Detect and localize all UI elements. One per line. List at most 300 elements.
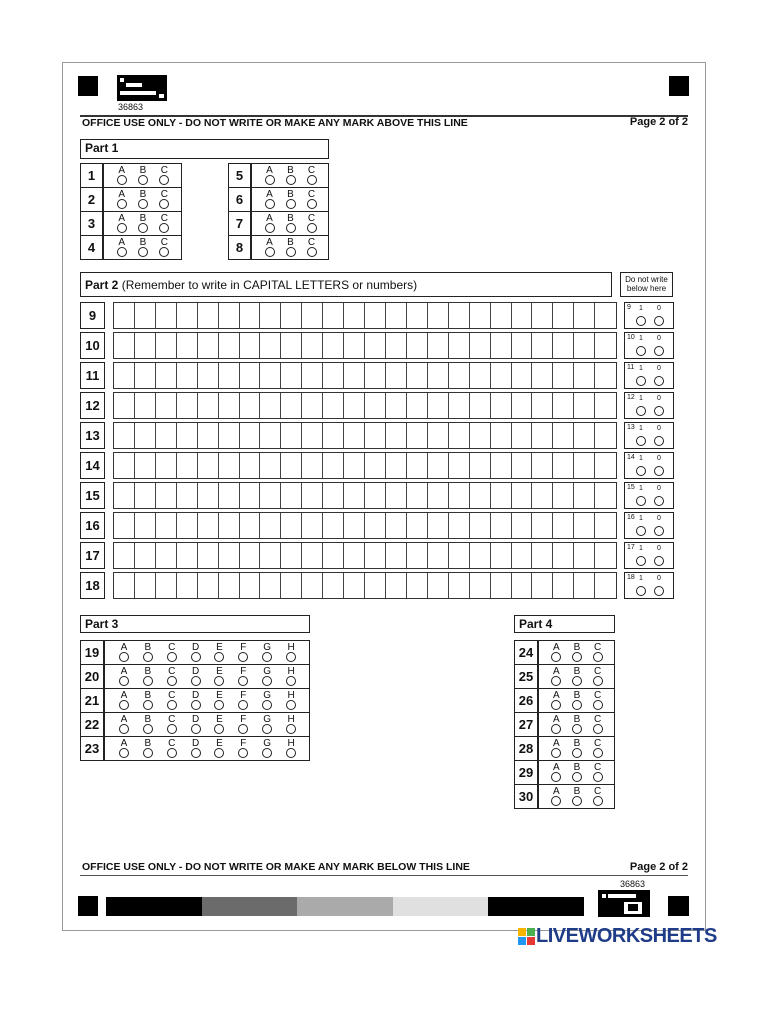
answer-bubble[interactable] [593,652,603,662]
answer-option-c[interactable] [590,787,606,806]
answer-bubble[interactable] [159,223,169,233]
answer-bubble[interactable] [167,724,177,734]
answer-bubble[interactable] [159,199,169,209]
letter-box[interactable] [553,303,574,328]
letter-box[interactable] [532,423,553,448]
letter-box[interactable] [156,453,177,478]
answer-option-c[interactable] [156,238,172,257]
letter-box[interactable] [595,303,616,328]
score-option-1[interactable] [633,574,649,596]
answer-bubble[interactable] [214,652,224,662]
answer-option-b[interactable] [135,190,151,209]
letter-box[interactable] [177,333,198,358]
letter-box[interactable] [260,303,281,328]
letter-box[interactable] [491,393,512,418]
letter-box[interactable] [302,393,323,418]
letter-box[interactable] [114,453,135,478]
answer-option-c[interactable] [156,214,172,233]
letter-box[interactable] [512,423,533,448]
letter-box[interactable] [386,453,407,478]
letter-box[interactable] [470,573,491,598]
answer-bubble[interactable] [572,748,582,758]
letter-box[interactable] [219,303,240,328]
answer-bubble[interactable] [265,247,275,257]
answer-option-a[interactable] [116,715,132,734]
letter-box[interactable] [281,453,302,478]
answer-bubble[interactable] [214,700,224,710]
letter-box[interactable] [428,393,449,418]
letter-box[interactable] [219,363,240,388]
letter-box[interactable] [428,483,449,508]
letter-box[interactable] [470,333,491,358]
letter-box[interactable] [553,423,574,448]
letter-box[interactable] [449,483,470,508]
answer-option-a[interactable] [262,190,278,209]
answer-option-c[interactable] [590,739,606,758]
letter-box[interactable] [365,483,386,508]
answer-bubble[interactable] [262,676,272,686]
answer-option-b[interactable] [569,787,585,806]
letter-box[interactable] [177,393,198,418]
answer-option-a[interactable] [262,214,278,233]
answer-option-d[interactable] [188,739,204,758]
score-bubble[interactable] [654,436,664,446]
answer-option-a[interactable] [114,166,130,185]
answer-bubble[interactable] [262,748,272,758]
score-option-0[interactable] [651,484,667,506]
letter-box[interactable] [470,543,491,568]
letter-box[interactable] [512,393,533,418]
letter-box[interactable] [595,513,616,538]
answer-bubble[interactable] [572,724,582,734]
answer-bubble[interactable] [143,748,153,758]
answer-bubble[interactable] [167,676,177,686]
letter-box[interactable] [323,333,344,358]
letter-box[interactable] [198,303,219,328]
letter-box[interactable] [470,513,491,538]
letter-box[interactable] [198,423,219,448]
answer-option-c[interactable] [590,691,606,710]
answer-option-e[interactable] [211,715,227,734]
letter-box[interactable] [198,393,219,418]
answer-bubble[interactable] [551,796,561,806]
answer-option-b[interactable] [140,643,156,662]
letter-box[interactable] [470,453,491,478]
answer-bubble[interactable] [214,676,224,686]
score-bubble[interactable] [654,316,664,326]
letter-box[interactable] [449,363,470,388]
letter-box[interactable] [302,333,323,358]
score-bubble[interactable] [636,436,646,446]
score-option-1[interactable] [633,544,649,566]
answer-bubble[interactable] [238,652,248,662]
letter-box[interactable] [491,483,512,508]
letter-box[interactable] [574,573,595,598]
letter-box[interactable] [323,513,344,538]
letter-box[interactable] [281,363,302,388]
letter-box[interactable] [428,543,449,568]
answer-bubble[interactable] [138,199,148,209]
letter-box[interactable] [532,543,553,568]
letter-box[interactable] [281,543,302,568]
letter-box[interactable] [260,423,281,448]
answer-option-c[interactable] [156,190,172,209]
letter-box[interactable] [365,543,386,568]
answer-option-a[interactable] [548,739,564,758]
answer-option-c[interactable] [304,190,320,209]
answer-option-h[interactable] [283,667,299,686]
letter-box[interactable] [553,333,574,358]
answer-option-a[interactable] [116,739,132,758]
letter-box[interactable] [365,363,386,388]
answer-bubble[interactable] [138,247,148,257]
answer-option-b[interactable] [140,667,156,686]
letter-box[interactable] [428,573,449,598]
answer-bubble[interactable] [286,748,296,758]
answer-option-a[interactable] [548,787,564,806]
letter-box[interactable] [344,573,365,598]
letter-box[interactable] [240,573,261,598]
answer-bubble[interactable] [307,199,317,209]
letter-box[interactable] [407,333,428,358]
answer-bubble[interactable] [286,724,296,734]
letter-box[interactable] [553,543,574,568]
letter-box[interactable] [386,423,407,448]
score-option-1[interactable] [633,364,649,386]
answer-bubble[interactable] [238,700,248,710]
letter-box[interactable] [344,483,365,508]
letter-box[interactable] [491,543,512,568]
letter-box[interactable] [428,363,449,388]
letter-box[interactable] [365,573,386,598]
answer-option-d[interactable] [188,715,204,734]
letter-box[interactable] [512,333,533,358]
answer-bubble[interactable] [143,724,153,734]
letter-box[interactable] [135,573,156,598]
letter-box[interactable] [240,333,261,358]
answer-option-e[interactable] [211,667,227,686]
answer-option-a[interactable] [116,667,132,686]
answer-bubble[interactable] [119,652,129,662]
answer-option-c[interactable] [590,715,606,734]
answer-option-f[interactable] [235,739,251,758]
letter-box[interactable] [135,483,156,508]
answer-option-b[interactable] [569,691,585,710]
answer-bubble[interactable] [572,676,582,686]
letter-box[interactable] [135,453,156,478]
answer-bubble[interactable] [551,700,561,710]
answer-bubble[interactable] [159,247,169,257]
letter-box[interactable] [323,363,344,388]
answer-bubble[interactable] [167,748,177,758]
letter-box[interactable] [177,513,198,538]
score-option-1[interactable] [633,514,649,536]
letter-box[interactable] [532,573,553,598]
letter-box[interactable] [281,423,302,448]
letter-box[interactable] [198,543,219,568]
answer-bubble[interactable] [119,724,129,734]
answer-bubble[interactable] [551,724,561,734]
letter-box[interactable] [302,423,323,448]
letter-box[interactable] [156,483,177,508]
letter-box[interactable] [219,573,240,598]
letter-box[interactable] [219,393,240,418]
letter-box[interactable] [281,483,302,508]
letter-box[interactable] [470,423,491,448]
letter-box[interactable] [323,573,344,598]
letter-box[interactable] [156,333,177,358]
answer-bubble[interactable] [159,175,169,185]
answer-option-e[interactable] [211,643,227,662]
answer-option-a[interactable] [116,643,132,662]
letter-box[interactable] [470,303,491,328]
letter-box[interactable] [219,423,240,448]
letter-box[interactable] [553,573,574,598]
answer-option-c[interactable] [164,667,180,686]
answer-option-b[interactable] [569,643,585,662]
answer-bubble[interactable] [191,676,201,686]
letter-box[interactable] [449,513,470,538]
letter-box[interactable] [177,543,198,568]
score-bubble[interactable] [654,526,664,536]
letter-box[interactable] [156,513,177,538]
score-bubble[interactable] [654,496,664,506]
answer-option-g[interactable] [259,739,275,758]
answer-bubble[interactable] [286,247,296,257]
letter-box[interactable] [512,483,533,508]
answer-bubble[interactable] [593,700,603,710]
letter-box[interactable] [344,393,365,418]
letter-box[interactable] [428,513,449,538]
score-option-0[interactable] [651,424,667,446]
letter-box[interactable] [135,333,156,358]
answer-option-c[interactable] [590,643,606,662]
answer-option-e[interactable] [211,739,227,758]
letter-box[interactable] [386,393,407,418]
letter-box[interactable] [574,453,595,478]
letter-box[interactable] [177,573,198,598]
letter-box[interactable] [260,333,281,358]
answer-bubble[interactable] [286,700,296,710]
letter-box[interactable] [449,333,470,358]
score-bubble[interactable] [636,316,646,326]
answer-bubble[interactable] [265,199,275,209]
letter-box[interactable] [135,363,156,388]
letter-box[interactable] [595,483,616,508]
letter-box[interactable] [595,393,616,418]
answer-bubble[interactable] [143,700,153,710]
letter-box[interactable] [470,393,491,418]
answer-option-f[interactable] [235,691,251,710]
letter-box[interactable] [553,363,574,388]
answer-bubble[interactable] [167,652,177,662]
letter-box[interactable] [512,363,533,388]
score-option-1[interactable] [633,484,649,506]
answer-bubble[interactable] [593,748,603,758]
letter-box[interactable] [344,303,365,328]
answer-bubble[interactable] [138,175,148,185]
answer-bubble[interactable] [117,223,127,233]
answer-bubble[interactable] [138,223,148,233]
letter-box[interactable] [323,543,344,568]
letter-box[interactable] [281,333,302,358]
letter-box[interactable] [156,543,177,568]
answer-bubble[interactable] [286,652,296,662]
answer-option-c[interactable] [164,643,180,662]
letter-box[interactable] [574,333,595,358]
letter-box[interactable] [344,543,365,568]
answer-letter-boxes[interactable] [113,332,617,359]
letter-box[interactable] [553,513,574,538]
letter-box[interactable] [302,513,323,538]
letter-box[interactable] [365,333,386,358]
score-option-0[interactable] [651,334,667,356]
answer-option-c[interactable] [304,238,320,257]
letter-box[interactable] [302,573,323,598]
letter-box[interactable] [407,483,428,508]
answer-option-c[interactable] [590,763,606,782]
answer-option-h[interactable] [283,643,299,662]
letter-box[interactable] [240,303,261,328]
letter-box[interactable] [532,363,553,388]
letter-box[interactable] [281,573,302,598]
letter-box[interactable] [177,423,198,448]
score-option-1[interactable] [633,424,649,446]
answer-letter-boxes[interactable] [113,572,617,599]
letter-box[interactable] [407,573,428,598]
answer-bubble[interactable] [551,748,561,758]
letter-box[interactable] [491,453,512,478]
letter-box[interactable] [302,543,323,568]
letter-box[interactable] [323,393,344,418]
answer-option-b[interactable] [283,214,299,233]
letter-box[interactable] [407,393,428,418]
answer-option-b[interactable] [135,166,151,185]
answer-bubble[interactable] [572,700,582,710]
answer-option-c[interactable] [164,691,180,710]
letter-box[interactable] [114,573,135,598]
answer-bubble[interactable] [286,676,296,686]
letter-box[interactable] [386,303,407,328]
letter-box[interactable] [260,513,281,538]
letter-box[interactable] [595,543,616,568]
letter-box[interactable] [428,453,449,478]
letter-box[interactable] [407,423,428,448]
score-option-0[interactable] [651,364,667,386]
answer-letter-boxes[interactable] [113,512,617,539]
score-bubble[interactable] [654,406,664,416]
letter-box[interactable] [532,513,553,538]
answer-bubble[interactable] [167,700,177,710]
letter-box[interactable] [240,393,261,418]
letter-box[interactable] [407,543,428,568]
answer-option-g[interactable] [259,715,275,734]
letter-box[interactable] [198,573,219,598]
letter-box[interactable] [553,453,574,478]
answer-letter-boxes[interactable] [113,392,617,419]
letter-box[interactable] [449,423,470,448]
letter-box[interactable] [386,483,407,508]
answer-option-b[interactable] [569,667,585,686]
answer-bubble[interactable] [307,223,317,233]
answer-option-h[interactable] [283,691,299,710]
letter-box[interactable] [156,393,177,418]
answer-option-b[interactable] [569,739,585,758]
letter-box[interactable] [114,303,135,328]
answer-bubble[interactable] [238,724,248,734]
answer-bubble[interactable] [551,652,561,662]
answer-bubble[interactable] [262,700,272,710]
score-option-1[interactable] [633,394,649,416]
letter-box[interactable] [198,513,219,538]
letter-box[interactable] [219,483,240,508]
score-option-0[interactable] [651,544,667,566]
score-option-0[interactable] [651,574,667,596]
letter-box[interactable] [595,453,616,478]
answer-bubble[interactable] [238,748,248,758]
letter-box[interactable] [177,363,198,388]
answer-option-e[interactable] [211,691,227,710]
letter-box[interactable] [532,303,553,328]
letter-box[interactable] [177,453,198,478]
letter-box[interactable] [198,483,219,508]
letter-box[interactable] [365,303,386,328]
letter-box[interactable] [260,453,281,478]
letter-box[interactable] [323,423,344,448]
letter-box[interactable] [240,483,261,508]
letter-box[interactable] [512,543,533,568]
letter-box[interactable] [302,363,323,388]
letter-box[interactable] [512,573,533,598]
answer-option-d[interactable] [188,643,204,662]
answer-bubble[interactable] [214,724,224,734]
answer-option-a[interactable] [116,691,132,710]
answer-option-b[interactable] [283,166,299,185]
letter-box[interactable] [449,573,470,598]
answer-option-b[interactable] [140,739,156,758]
answer-option-b[interactable] [569,763,585,782]
letter-box[interactable] [574,303,595,328]
letter-box[interactable] [177,303,198,328]
answer-option-b[interactable] [283,190,299,209]
letter-box[interactable] [595,363,616,388]
score-option-0[interactable] [651,304,667,326]
answer-bubble[interactable] [262,652,272,662]
letter-box[interactable] [491,303,512,328]
letter-box[interactable] [114,333,135,358]
answer-bubble[interactable] [286,199,296,209]
letter-box[interactable] [532,453,553,478]
answer-bubble[interactable] [143,676,153,686]
letter-box[interactable] [386,333,407,358]
score-option-1[interactable] [633,454,649,476]
letter-box[interactable] [281,513,302,538]
letter-box[interactable] [135,393,156,418]
letter-box[interactable] [114,393,135,418]
answer-bubble[interactable] [119,748,129,758]
letter-box[interactable] [260,363,281,388]
letter-box[interactable] [177,483,198,508]
answer-letter-boxes[interactable] [113,542,617,569]
answer-bubble[interactable] [593,772,603,782]
letter-box[interactable] [428,333,449,358]
letter-box[interactable] [491,333,512,358]
letter-box[interactable] [344,453,365,478]
answer-letter-boxes[interactable] [113,452,617,479]
answer-bubble[interactable] [307,247,317,257]
score-bubble[interactable] [636,496,646,506]
answer-option-a[interactable] [114,190,130,209]
